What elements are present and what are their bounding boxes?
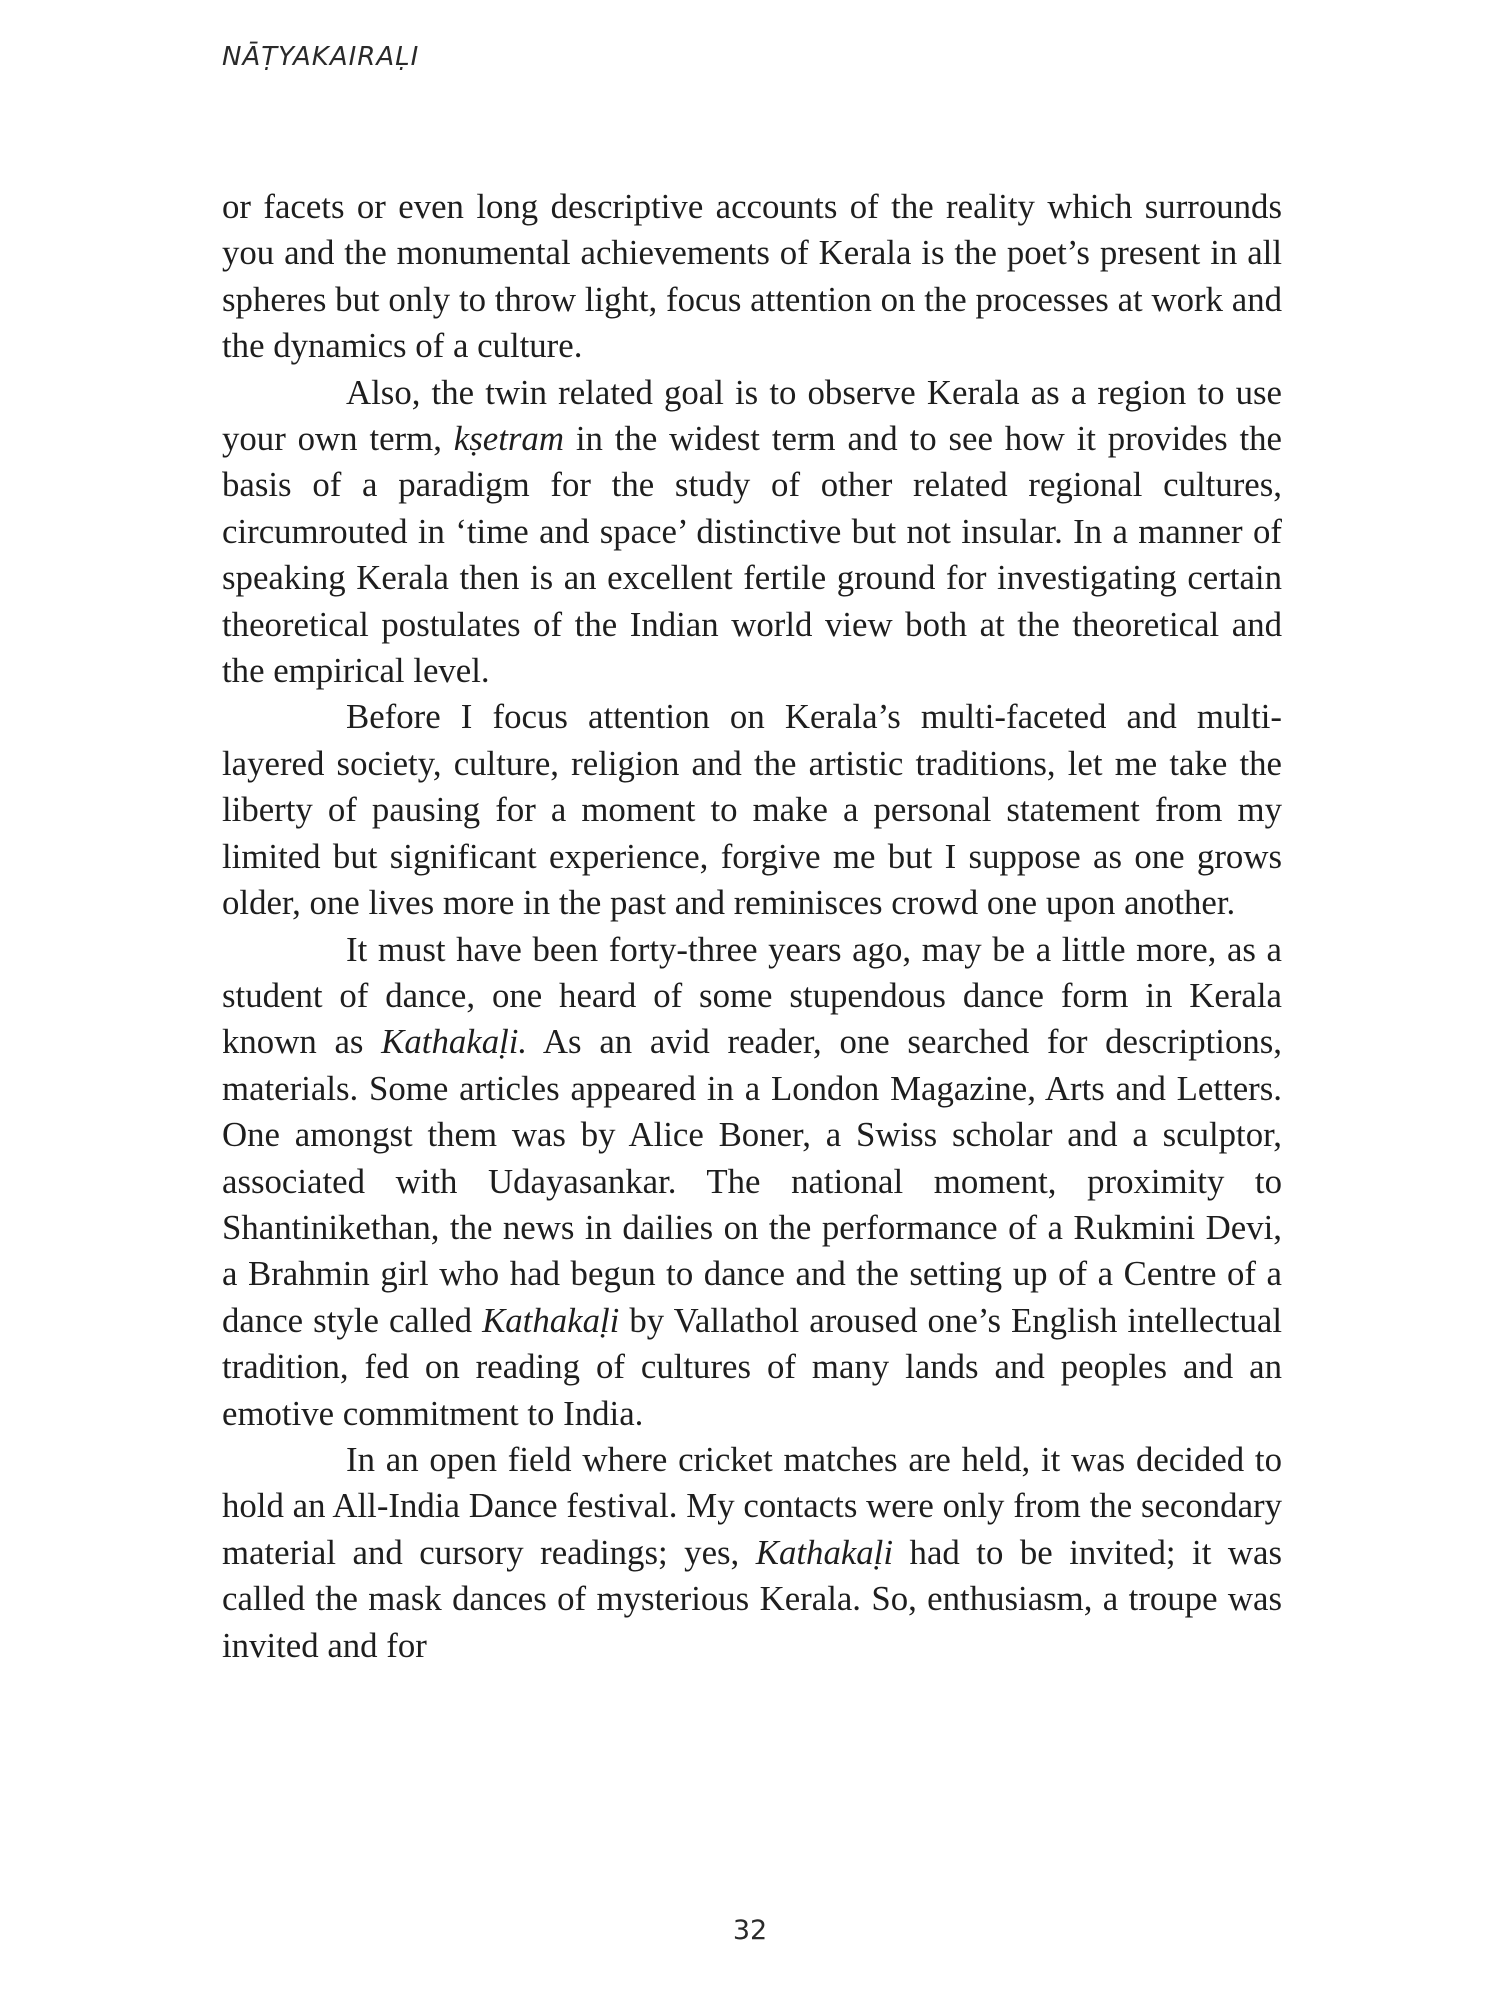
paragraph-1 bbox=[222, 184, 1282, 370]
text-segment: by Vallathol aroused one’s English intellectual tradition, fed on reading of cultures of many lands and peoples and an emotive commitment to India. bbox=[222, 1300, 1282, 1433]
text-segment: Before I focus attention on Kerala’s multi-faceted and multi-layered society, culture, religion and the artistic traditions, let me take the liberty of pausing for a moment to make a personal statement from my limited but significant experience, forgive me but I suppose as one grows older, one lives more in the past and reminisces crowd one upon another. bbox=[222, 697, 1282, 923]
italic-term-ksetram: kṣetram bbox=[453, 419, 564, 459]
paragraph-2 bbox=[222, 370, 1282, 695]
paragraph-4 bbox=[222, 927, 1282, 1437]
body-text bbox=[222, 184, 1282, 1669]
page-number: 32 bbox=[732, 1915, 768, 1946]
text-segment: In an open field where cricket matches are held, it was decided to hold an All-India Dance festival. My contacts were only from the secondary material and cursory readings; yes, bbox=[222, 1439, 1282, 1572]
italic-term-kathakali: Kathakaḷi bbox=[755, 1532, 894, 1572]
text-segment: As an avid reader, one searched for descriptions, materials. Some articles appeared in a London Magazine, Arts and Letters. One amongst them was by Alice Boner, a Swiss scholar and a sculptor, associated with Udayasankar. The national moment, proximity to Shantinikethan, the news in dailies on the performance of a Rukmini Devi, a Brahmin girl who had begun to dance and the setting up of a Centre of a dance style called bbox=[222, 1022, 1283, 1340]
paragraph-5 bbox=[222, 1437, 1282, 1669]
text-segment: or facets or even long descriptive accounts of the reality which surrounds you and the monumental achievements of Kerala is the poet’s present in all spheres but only to throw light, focus attention on the processes at work and the dynamics of a culture. bbox=[222, 187, 1282, 366]
text-segment: in the widest term and to see how it provides the basis of a paradigm for the study of other related regional cultures, circumrouted in ‘time and space’ distinctive but not insular. In a manner of speaking Kerala then is an excellent fertile ground for investigating certain theoretical postulates of the Indian world view both at the theoretical and the empirical level. bbox=[222, 419, 1282, 691]
text-segment: It must have been forty-three years ago, may be a little more, as a student of dance, one heard of some stupendous dance form in Kerala known as bbox=[222, 929, 1282, 1062]
running-head: NĀṬYAKAIRAḶI bbox=[222, 42, 420, 72]
italic-term-kathakali: Kathakaḷi. bbox=[381, 1022, 528, 1062]
italic-term-kathakali: Kathakaḷi bbox=[482, 1300, 620, 1340]
paragraph-3 bbox=[222, 694, 1282, 926]
text-segment: had to be invited; it was called the mask dances of mysterious Kerala. So, enthusiasm, a troupe was invited and for bbox=[222, 1532, 1282, 1665]
text-segment: Also, the twin related goal is to observe Kerala as a region to use your own term, bbox=[222, 372, 1282, 459]
